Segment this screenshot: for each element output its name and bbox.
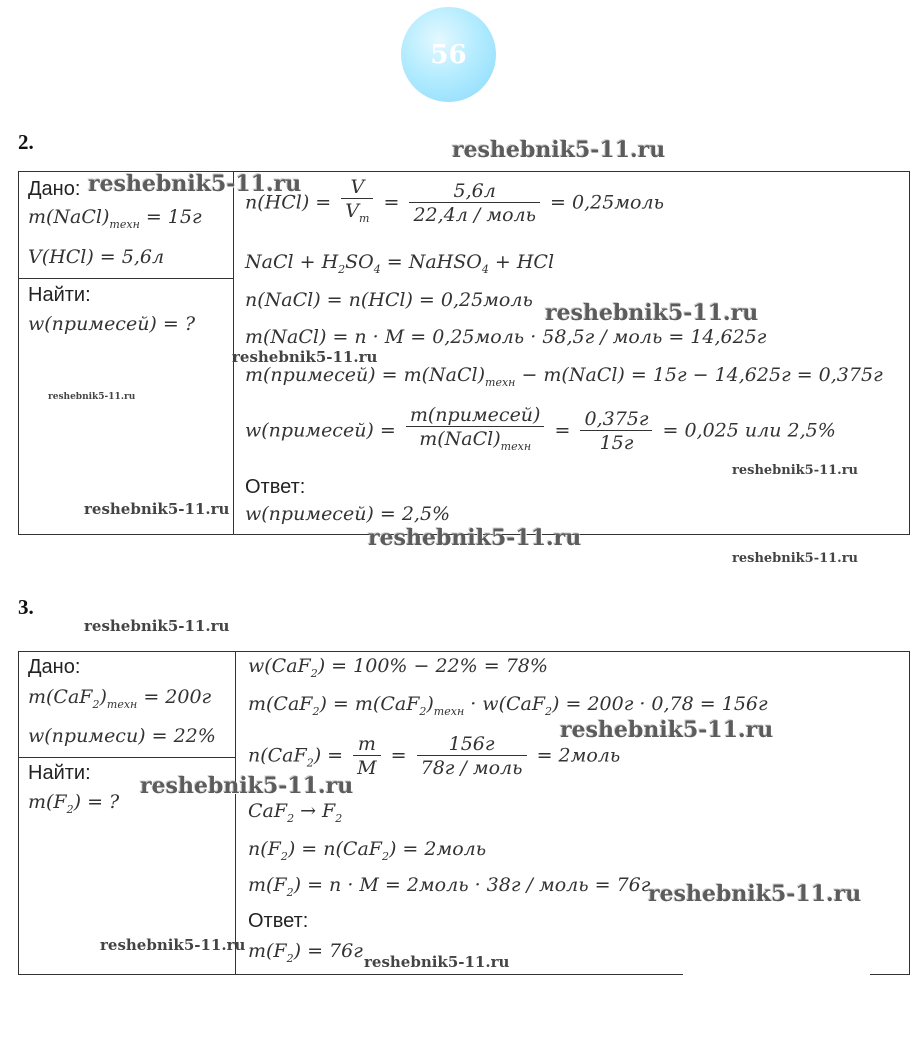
problem-3-find-label: Найти: — [28, 762, 91, 784]
watermark: reshebnik5-11.ru — [232, 348, 378, 366]
page-number: 56 — [430, 39, 467, 70]
watermark: reshebnik5-11.ru — [84, 500, 230, 518]
problem-3-line-2: $m(CaF_2) = m(CaF_2)_{техн} \cdot w(CaF_2) = 200г \cdot 0,78 = 156г$ — [248, 693, 768, 718]
problem-3-line-4: $CaF_2 \to F_2$ — [248, 800, 343, 825]
problem-2-number: 2. — [18, 130, 34, 154]
problem-2-line-4: m(NaCl) = n · M = 0,25моль · 58,5г / моль = 14,625г — [245, 326, 767, 348]
problem-2-line-6: w(примесей) = $\frac{\text{m(примесей)}}{m(NaCl)_{техн}}$ = $\frac{0,375г}{15г}$ = 0,025 или 2,5% — [245, 404, 836, 454]
problem-2-find-label: Найти: — [28, 284, 91, 306]
problem-3-line-1: w(CaF$_2$) = 100% − 22% = 78% — [248, 655, 548, 680]
problem-2-given-volume: V(HCl) = 5,6л — [28, 246, 165, 268]
problem-2-line-1: n(HCl) = $\frac{V}{V_m}$ = $\frac{5,6л}{\text{22,4л / моль}}$ = 0,25моль — [245, 176, 664, 226]
watermark: reshebnik5-11.ru — [140, 773, 354, 799]
problem-2-line-3: n(NaCl) = n(HCl) = 0,25моль — [245, 289, 533, 311]
problem-3-given-label: Дано: — [28, 656, 81, 678]
problem-2-given-mass: $m(NaCl)_{техн} = 15г$ — [28, 206, 202, 231]
problem-3-divider — [235, 651, 236, 974]
problem-2-find-value: w(примесей) = ? — [28, 313, 196, 335]
watermark: reshebnik5-11.ru — [452, 137, 666, 163]
watermark: reshebnik5-11.ru — [545, 300, 759, 326]
problem-3-number: 3. — [18, 595, 34, 619]
problem-2-given-label: Дано: — [28, 178, 81, 200]
problem-3-given-mass: $m(CaF_2)_{техн} = 200г$ — [28, 686, 212, 711]
problem-3-given-impurity: w(примеси) = 22% — [28, 725, 216, 747]
watermark: reshebnik5-11.ru — [364, 953, 510, 971]
problem-3-border-gap — [683, 970, 870, 976]
problem-3-line-3: n(CaF$_2$) = $\frac{m}{M}$ = $\frac{156г}{\text{78г / моль}}$ = 2моль — [248, 733, 621, 779]
problem-3-answer: $m(F_2) = 76г$ — [248, 940, 363, 965]
watermark: reshebnik5-11.ru — [732, 551, 859, 566]
watermark: reshebnik5-11.ru — [732, 463, 859, 478]
watermark: reshebnik5-11.ru — [84, 617, 230, 635]
problem-2-answer: w(примесей) = 2,5% — [245, 503, 451, 525]
problem-2-given-divider — [18, 278, 234, 279]
problem-2-line-5: m(примесей) = $m(NaCl)_{техн}$ − m(NaCl) = 15г − 14,625г = 0,375г — [245, 364, 883, 389]
problem-3-find-value: $m(F_2)$ = ? — [28, 791, 120, 816]
problem-3-answer-label: Ответ: — [248, 910, 309, 932]
page-number-badge — [401, 7, 496, 102]
watermark: reshebnik5-11.ru — [48, 392, 136, 402]
problem-3-line-5: $n(F_2) = n(CaF_2)$ = 2моль — [248, 838, 487, 863]
problem-2-answer-label: Ответ: — [245, 476, 306, 498]
watermark: reshebnik5-11.ru — [88, 171, 302, 197]
watermark: reshebnik5-11.ru — [648, 881, 862, 907]
problem-3-line-6: $m(F_2) = n \cdot M$ = 2моль · 38г / моль = 76г — [248, 874, 651, 899]
watermark: reshebnik5-11.ru — [560, 717, 774, 743]
problem-3-given-divider — [18, 757, 236, 758]
watermark: reshebnik5-11.ru — [368, 525, 582, 551]
watermark: reshebnik5-11.ru — [100, 936, 246, 954]
problem-2-line-2: NaCl + $H_2SO_4$ = NaHSO$_4$ + HCl — [245, 251, 555, 276]
